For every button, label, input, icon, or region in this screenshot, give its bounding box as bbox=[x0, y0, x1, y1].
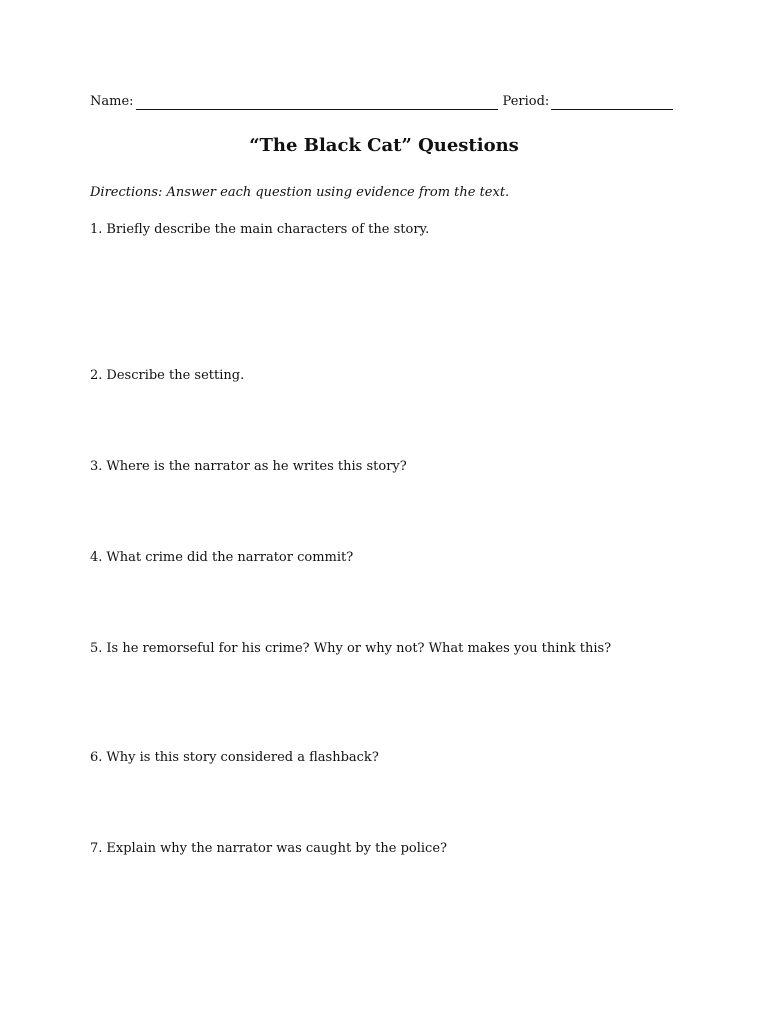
question-3 bbox=[90, 458, 678, 476]
question-text: Why is this story considered a flashback? bbox=[106, 750, 379, 765]
question-text: What crime did the narrator commit? bbox=[106, 550, 354, 565]
question-number: 2. bbox=[90, 368, 103, 383]
question-number: 1. bbox=[90, 222, 103, 237]
name-label: Name: bbox=[90, 94, 134, 109]
question-text: Explain why the narrator was caught by the police? bbox=[106, 841, 447, 856]
question-text: Where is the narrator as he writes this story? bbox=[106, 459, 407, 474]
question-number: 4. bbox=[90, 550, 103, 565]
question-2 bbox=[90, 367, 678, 385]
question-4 bbox=[90, 549, 678, 567]
question-number: 7. bbox=[90, 841, 103, 856]
period-blank-line bbox=[551, 96, 673, 110]
period-label: Period: bbox=[502, 94, 550, 109]
directions-text: Directions: Answer each question using evidence from the text. bbox=[90, 185, 510, 200]
question-number: 5. bbox=[90, 641, 103, 656]
question-1 bbox=[90, 221, 678, 239]
header-line bbox=[90, 94, 678, 110]
page-title: “The Black Cat” Questions bbox=[249, 135, 519, 156]
question-number: 3. bbox=[90, 459, 103, 474]
name-blank-line bbox=[136, 96, 498, 110]
question-text: Briefly describe the main characters of the story. bbox=[106, 222, 430, 237]
question-6 bbox=[90, 749, 678, 767]
question-number: 6. bbox=[90, 750, 103, 765]
question-text: Describe the setting. bbox=[106, 368, 245, 383]
question-7 bbox=[90, 840, 678, 858]
question-text: Is he remorseful for his crime? Why or why not? What makes you think this? bbox=[106, 641, 612, 656]
question-5 bbox=[90, 640, 678, 658]
